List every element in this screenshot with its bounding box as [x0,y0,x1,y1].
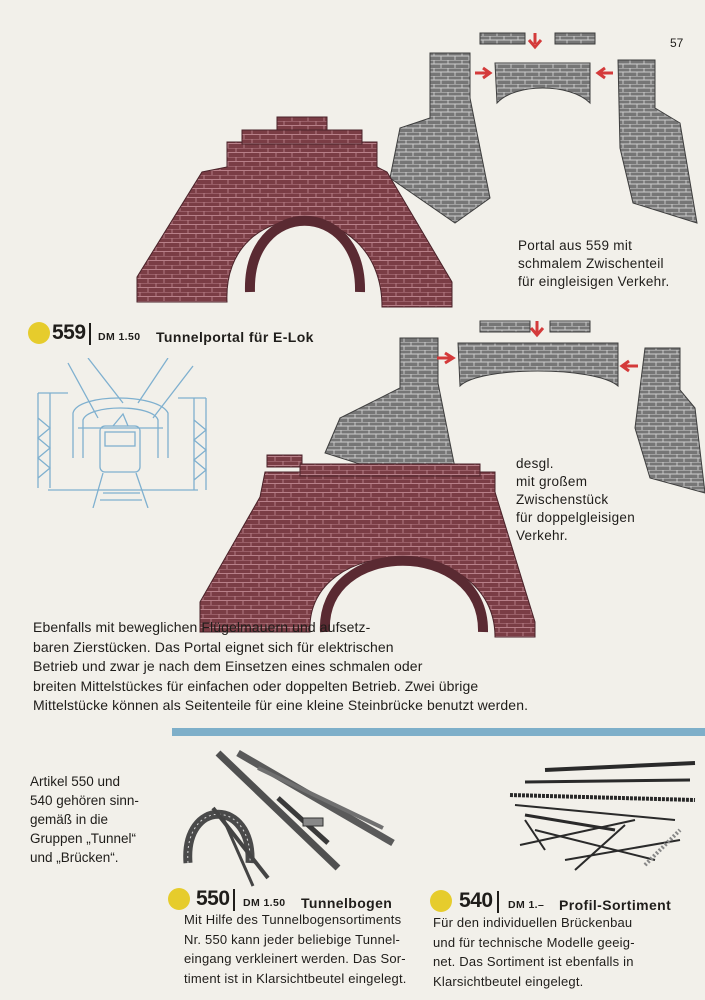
side-note-line: gemäß in die [30,812,109,827]
caption-line: Zwischenstück [516,492,609,507]
caption-line: mit großem [516,474,588,489]
product-550-title: Tunnelbogen [301,895,393,911]
product-550-text [184,910,407,988]
text-line: Mit Hilfe des Tunnelbogensortiments [184,912,402,927]
product-559-dot [28,322,50,344]
brick-portal-double [195,452,540,640]
text-line: Nr. 550 kann jeder beliebige Tunnel- [184,931,401,947]
product-559-title: Tunnelportal für E-Lok [156,329,314,345]
product-550-number: 550 [196,887,230,910]
tunnel-arch-parts-image [178,748,403,888]
text-line: net. Das Sortiment ist ebenfalls in [433,954,634,969]
top-caption [518,237,670,291]
side-note [30,772,139,867]
product-559-price: DM 1.50 [98,331,141,343]
product-550-dot [168,888,190,910]
side-note-line: Gruppen „Tunnel“ [30,831,137,846]
caption-line: Verkehr. [516,528,568,543]
text-line: timent ist in Klarsichtbeutel eingelegt. [184,970,407,986]
side-note-line: 540 gehören sinn- [30,793,139,808]
product-540-text [433,913,635,991]
product-550-price: DM 1.50 [243,897,286,909]
text-line: eingang verkleinert werden. Das Sor- [184,951,406,966]
side-note-line: und „Brücken“. [30,850,119,865]
text-line: und für technische Modelle geeig- [433,934,635,950]
caption-line: Portal aus 559 mit [518,238,633,253]
description-line: baren Zierstücken. Das Portal eignet sich für elektrischen [33,638,394,655]
divider [233,889,235,911]
text-line: Für den individuellen Brückenbau [433,915,633,930]
product-540-dot [430,890,452,912]
description-line: Mittelstücke können als Seitenteile für eine kleine Steinbrücke benutzt werden. [33,697,529,714]
electric-train-sketch [28,358,218,508]
divider [89,323,91,345]
profile-parts-image [505,760,700,885]
caption-line: für doppelgleisigen [516,510,636,525]
product-540-title: Profil-Sortiment [559,897,672,913]
description-line: Betrieb und zwar je nach dem Einsetzen eines schmalen oder [33,658,423,675]
caption-line: für eingleisigen Verkehr. [518,274,670,289]
caption-line: schmalem Zwischenteil [518,256,664,271]
section-divider [172,728,705,736]
product-559-number: 559 [52,321,86,344]
brick-portal-single [132,112,457,317]
page-number: 57 [670,36,684,50]
product-540-price: DM 1.– [508,899,545,911]
divider [497,891,499,913]
product-540-number: 540 [459,889,493,912]
description-line: Ebenfalls mit beweglichen Flügelmauern und aufsetz- [33,619,371,635]
text-line: Klarsichtbeutel eingelegt. [433,973,584,989]
description-559 [33,618,593,716]
description-line: breiten Mittelstückes für einfachen oder doppelten Betrieb. Zwei übrige [33,677,479,694]
caption-line: desgl. [516,456,554,471]
side-note-line: Artikel 550 und [30,774,121,789]
